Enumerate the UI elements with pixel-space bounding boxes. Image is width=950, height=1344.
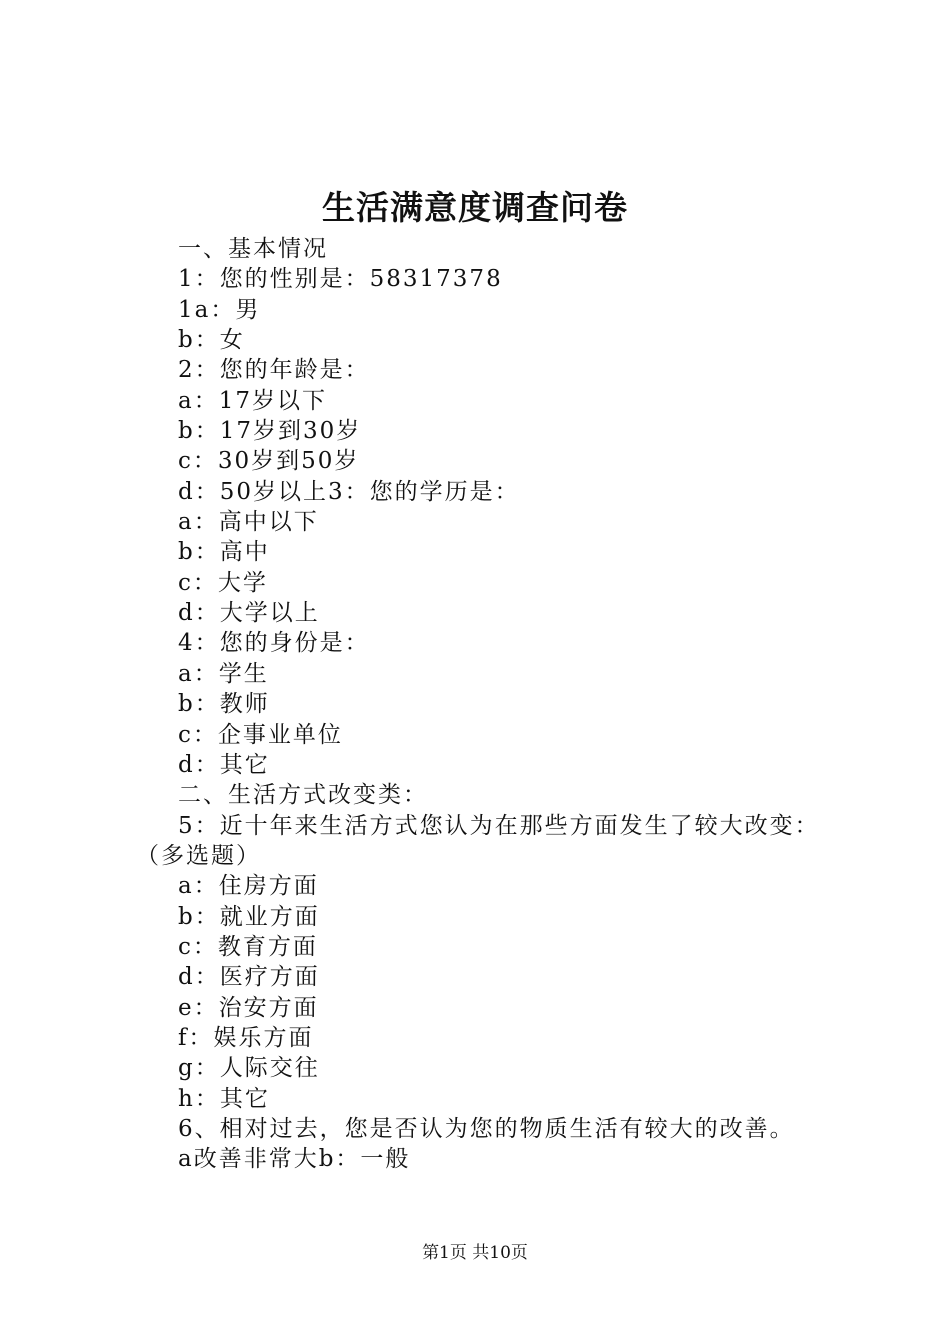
option-line: b：就业方面 [178,903,320,930]
option-line: b：女 [178,327,245,354]
option-line: c：30岁到50岁 [178,448,360,475]
option-line: 1a：男 [178,296,261,323]
page-footer: 第1页 共10页 [422,1243,528,1263]
questionnaire-body [136,234,836,1175]
option-line: a：学生 [178,660,269,687]
option-line: a：高中以下 [178,509,319,536]
section-heading-basic: 一、基本情况 [178,236,328,262]
option-line: d：其它 [178,751,270,778]
option-line: d：50岁以上3：您的学历是： [178,478,520,505]
option-line: c：教育方面 [178,933,318,960]
option-line: h：其它 [178,1085,270,1112]
page-title: 生活满意度调查问卷 [322,188,628,227]
option-line: b：高中 [178,539,270,566]
option-line: a：17岁以下 [178,387,327,414]
option-line: c：企事业单位 [178,721,343,748]
option-line: a改善非常大b：一般 [178,1146,411,1173]
option-line: d：大学以上 [178,600,320,627]
option-line: b：教师 [178,691,270,718]
question-gender: 1：您的性别是：58317378 [178,266,503,293]
option-line: d：医疗方面 [178,964,320,991]
question-lifestyle-change: 5：近十年来生活方式您认为在那些方面发生了较大改变： [178,812,820,839]
option-line: e：治安方面 [178,994,319,1021]
option-line: g：人际交往 [178,1055,320,1082]
section-heading-lifestyle: 二、生活方式改变类： [178,782,428,809]
question-identity: 4：您的身份是： [178,630,370,657]
option-line: b：17岁到30岁 [178,418,362,445]
question-age: 2：您的年龄是： [178,357,370,384]
option-line: c：大学 [178,569,268,596]
question-material-life: 6、相对过去，您是否认为您的物质生活有较大的改善。 [178,1115,795,1142]
option-line: f：娱乐方面 [178,1024,314,1051]
option-line: a：住房方面 [178,873,319,900]
question-lifestyle-change-continued: （多选题） [136,842,261,869]
